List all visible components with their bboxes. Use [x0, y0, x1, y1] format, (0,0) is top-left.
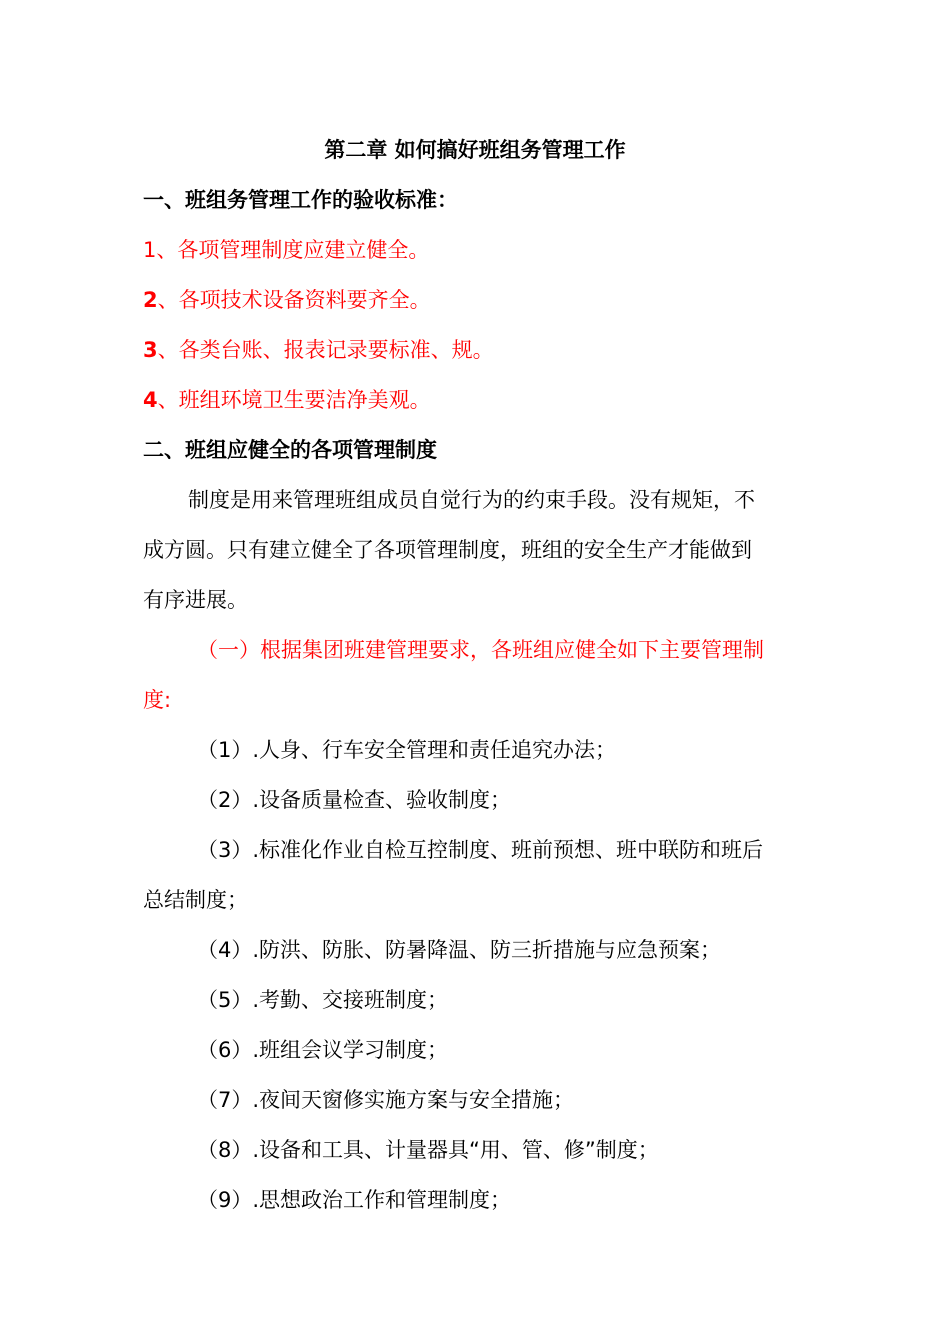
- standard-item-text: 各项技术设备资料要齐全。: [178, 288, 431, 312]
- section1-heading: 一、班组务管理工作的验收标准：: [143, 188, 458, 212]
- system-list-item: （1）.人身、行车安全管理和责任追究办法；: [197, 738, 617, 762]
- system-list-item: （4）.防洪、防胀、防暑降温、防三折措施与应急预案；: [197, 938, 722, 962]
- standard-item-separator: 、: [157, 338, 179, 362]
- standard-item-separator: 、: [157, 388, 179, 412]
- paragraph-line-1: 制度是用来管理班组成员自觉行为的约束手段。没有规矩，不: [188, 488, 755, 512]
- system-list-item: （7）.夜间天窗修实施方案与安全措施；: [197, 1088, 575, 1112]
- system-list-item: （5）.考勤、交接班制度；: [197, 988, 449, 1012]
- standard-item-number: 3: [143, 338, 158, 362]
- standard-item-text: 各项管理制度应建立健全。: [177, 238, 430, 262]
- standard-item-2: [143, 285, 431, 315]
- standard-item-4: [143, 385, 431, 415]
- standard-item-number: 1: [143, 238, 157, 262]
- standard-item-text: 各类台账、报表记录要标准、规。: [178, 338, 494, 362]
- standard-item-number: 4: [143, 388, 158, 412]
- system-list-item-continuation: 总结制度；: [143, 888, 248, 912]
- standard-item-separator: 、: [157, 288, 179, 312]
- system-list-item: （2）.设备质量检查、验收制度；: [197, 788, 512, 812]
- standard-item-number: 2: [143, 288, 158, 312]
- paragraph-line-3: 有序进展。: [143, 588, 248, 612]
- section2-heading: 二、班组应健全的各项管理制度: [143, 438, 437, 462]
- subheading-line-1: （一）根据集团班建管理要求，各班组应健全如下主要管理制: [197, 638, 764, 662]
- standard-item-1: [143, 235, 429, 265]
- subheading-line-2: 度:: [143, 688, 172, 712]
- paragraph-line-2: 成方圆。只有建立健全了各项管理制度，班组的安全生产才能做到: [143, 538, 752, 562]
- standard-item-separator: 、: [156, 238, 178, 262]
- system-list-item: （6）.班组会议学习制度；: [197, 1038, 449, 1062]
- system-list-item: （3）.标准化作业自检互控制度、班前预想、班中联防和班后: [197, 838, 764, 862]
- system-list-item: （9）.思想政治工作和管理制度；: [197, 1188, 512, 1212]
- page-title: 第二章 如何搞好班组务管理工作: [324, 138, 626, 162]
- standard-item-3: [143, 335, 494, 365]
- system-list-item: （8）.设备和工具、计量器具“用、管、修”制度；: [197, 1138, 659, 1162]
- standard-item-text: 班组环境卫生要洁净美观。: [178, 388, 431, 412]
